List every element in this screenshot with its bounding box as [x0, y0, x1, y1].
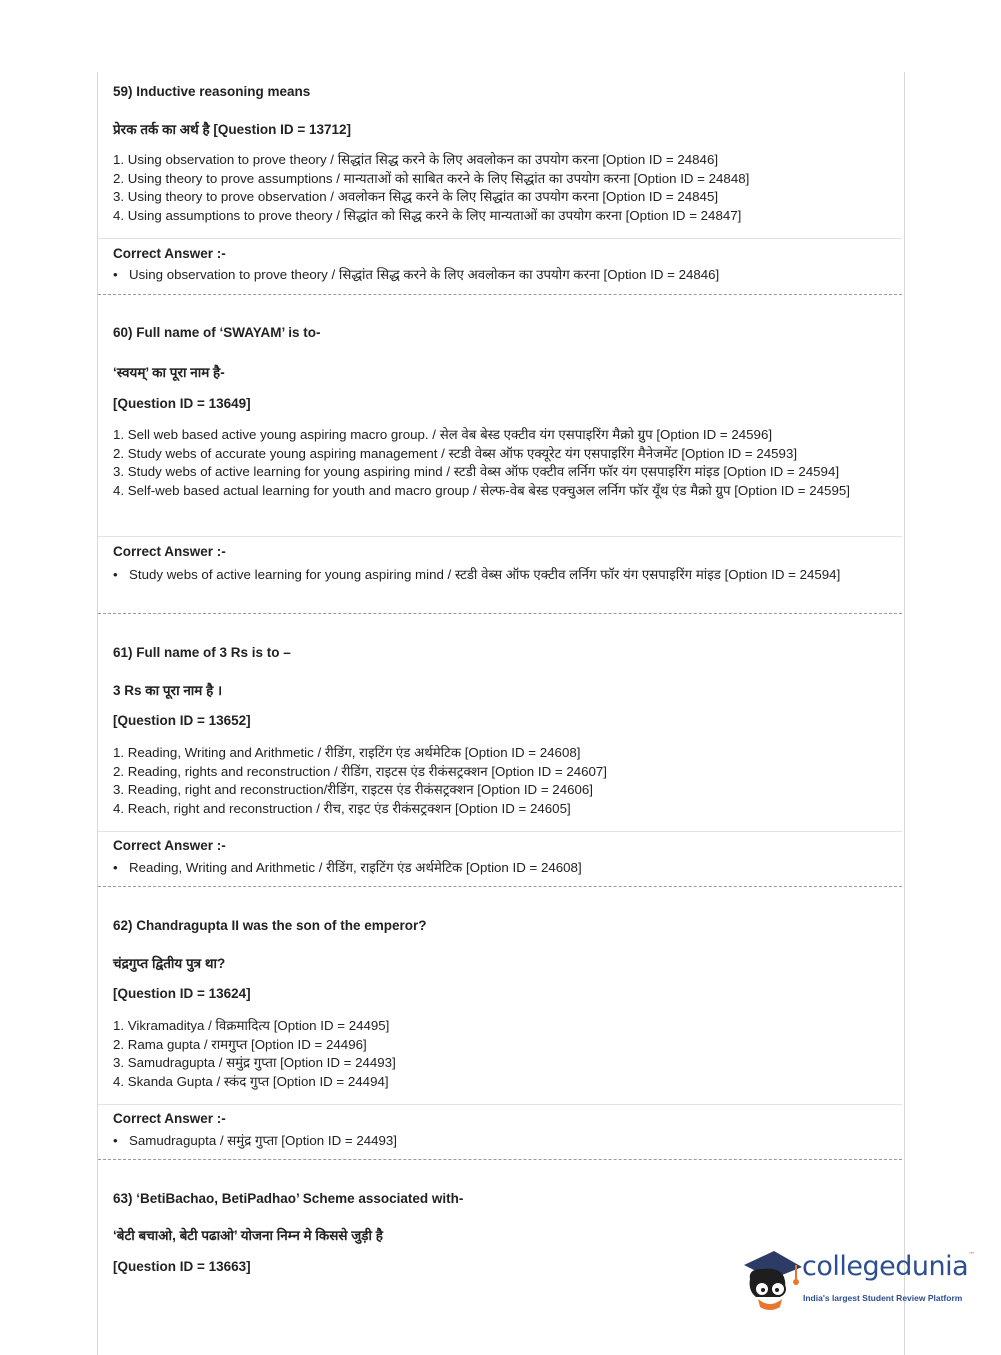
option-item: 3. Study webs of active learning for young aspiring mind / स्टडी वेब्स ऑफ एक्टीव लर्निग फॉर यंग एसपाइरिंग मांइड [Option ID = 24594]	[113, 464, 840, 480]
question-title: 60) Full name of ‘SWAYAM’ is to-	[113, 325, 321, 340]
question-title: 62) Chandragupta II was the son of the emperor?	[113, 918, 427, 933]
graduate-mascot-icon	[740, 1245, 804, 1315]
correct-answer-text: Study webs of active learning for young aspiring mind / स्टडी वेब्स ऑफ एक्टीव लर्निग फॉर यंग एसपाइरिंग मांइड [Option ID = 24594]	[129, 567, 841, 582]
question-62	[98, 913, 902, 1161]
bullet-icon: •	[113, 1133, 118, 1148]
logo-wordmark	[802, 1251, 975, 1282]
question-hindi: चंद्रगुप्त द्वितीय पुत्र था?	[113, 956, 226, 971]
question-title: 61) Full name of 3 Rs is to –	[113, 645, 291, 660]
logo-name: collegedunia	[802, 1251, 969, 1282]
question-separator	[98, 1159, 902, 1160]
option-item: 2. Study webs of accurate young aspiring management / स्टडी वेब्स ऑफ एक्यूरेट यंग एसपाइरिंग मैनेजमेंट [Option ID = 24593]	[113, 445, 798, 461]
divider	[98, 238, 902, 239]
option-list	[113, 1017, 888, 1091]
option-item: 2. Rama gupta / रामगुप्त [Option ID = 24496]	[113, 1036, 367, 1052]
correct-answer	[113, 566, 889, 585]
option-item: 4. Skanda Gupta / स्कंद गुप्त [Option ID = 24494]	[113, 1073, 389, 1089]
divider	[98, 831, 902, 832]
question-separator	[98, 886, 902, 887]
option-item: 4. Reach, right and reconstruction / रीच, राइट एंड रीकंसट्रक्शन [Option ID = 24605]	[113, 800, 571, 816]
logo-tm: ™	[968, 1251, 975, 1259]
option-list	[113, 151, 888, 225]
correct-answer-text: Using observation to prove theory / सिद्धांत सिद्ध करने के लिए अवलोकन का उपयोग करना [Option ID = 24846]	[129, 267, 720, 282]
option-item: 4. Using assumptions to prove theory / सिद्धांत को सिद्ध करने के लिए मान्यताओं का उपयोग करना [Option ID = 24847]	[113, 207, 742, 223]
correct-answer	[113, 266, 889, 285]
question-hindi: ‘स्वयम्’ का पूरा नाम है-	[113, 365, 225, 380]
correct-answer-label: Correct Answer :-	[113, 544, 226, 559]
bullet-icon: •	[113, 267, 118, 282]
question-hindi: प्रेरक तर्क का अर्थ है [Question ID = 13712]	[113, 122, 352, 137]
bullet-icon: •	[113, 860, 118, 875]
question-60	[98, 320, 902, 614]
question-61	[98, 640, 902, 888]
question-hindi: ‘बेटी बचाओ, बेटी पढाओ’ योजना निम्न मे किससे जुड़ी है	[113, 1228, 383, 1243]
option-item: 1. Using observation to prove theory / सिद्धांत सिद्ध करने के लिए अवलोकन का उपयोग करना [Option ID = 24846]	[113, 152, 719, 167]
question-hindi: 3 Rs का पूरा नाम है ।	[113, 683, 223, 698]
option-item: 1. Vikramaditya / विक्रमादित्य [Option ID = 24495]	[113, 1018, 390, 1033]
option-item: 2. Reading, rights and reconstruction / रीडिंग, राइटस एंड रीकंसट्रक्शन [Option ID = 24607]	[113, 763, 608, 779]
question-id: [Question ID = 13624]	[113, 986, 251, 1001]
option-item: 3. Reading, right and reconstruction/रीडिंग, राइटस एंड रीकंसट्रक्शन [Option ID = 24606]	[113, 782, 593, 798]
correct-answer	[113, 859, 889, 878]
option-list	[113, 426, 888, 500]
option-item: 2. Using theory to prove assumptions / मान्यताओं को साबित करने के लिए सिद्धांत का उपयोग करना [Option ID = 24848]	[113, 170, 750, 186]
question-id: [Question ID = 13663]	[113, 1259, 251, 1274]
collegedunia-logo	[740, 1245, 975, 1315]
question-separator	[98, 613, 902, 614]
option-item: 4. Self-web based actual learning for youth and macro group / सेल्फ-वेब बेस्ड एक्चुअल लर्निग फॉर यूँथ एंड मैक्रो ग्रुप [Option ID = 24595]	[113, 482, 850, 498]
option-item: 3. Using theory to prove observation / अवलोकन सिद्ध करने के लिए सिद्धांत का उपयोग करना [Option ID = 24845]	[113, 189, 719, 205]
divider	[98, 1104, 902, 1105]
correct-answer-text: Samudragupta / समुंद्र गुप्ता [Option ID = 24493]	[129, 1133, 397, 1148]
correct-answer-label: Correct Answer :-	[113, 838, 226, 853]
question-separator	[98, 294, 902, 295]
question-59	[98, 80, 902, 295]
correct-answer-label: Correct Answer :-	[113, 246, 226, 261]
correct-answer	[113, 1132, 889, 1151]
option-item: 3. Samudragupta / समुंद्र गुप्ता [Option ID = 24493]	[113, 1055, 396, 1071]
correct-answer-label: Correct Answer :-	[113, 1111, 226, 1126]
correct-answer-text: Reading, Writing and Arithmetic / रीडिंग, राइटिंग एंड अर्थमेटिक [Option ID = 24608]	[129, 860, 582, 875]
option-list	[113, 744, 888, 818]
question-title: 63) ‘BetiBachao, BetiPadhao’ Scheme associated with-	[113, 1191, 464, 1206]
question-id: [Question ID = 13652]	[113, 713, 251, 728]
question-title: 59) Inductive reasoning means	[113, 84, 311, 99]
bullet-icon: •	[113, 567, 118, 582]
question-id: [Question ID = 13649]	[113, 396, 251, 411]
logo-tagline: India's largest Student Review Platform	[803, 1293, 963, 1303]
option-item: 1. Sell web based active young aspiring macro group. / सेल वेब बेस्ड एक्टीव यंग एसपाइरिंग मैक्रो ग्रुप [Option ID = 24596]	[113, 427, 773, 442]
option-item: 1. Reading, Writing and Arithmetic / रीडिंग, राइटिंग एंड अर्थमेटिक [Option ID = 24608]	[113, 745, 581, 760]
divider	[98, 536, 902, 537]
